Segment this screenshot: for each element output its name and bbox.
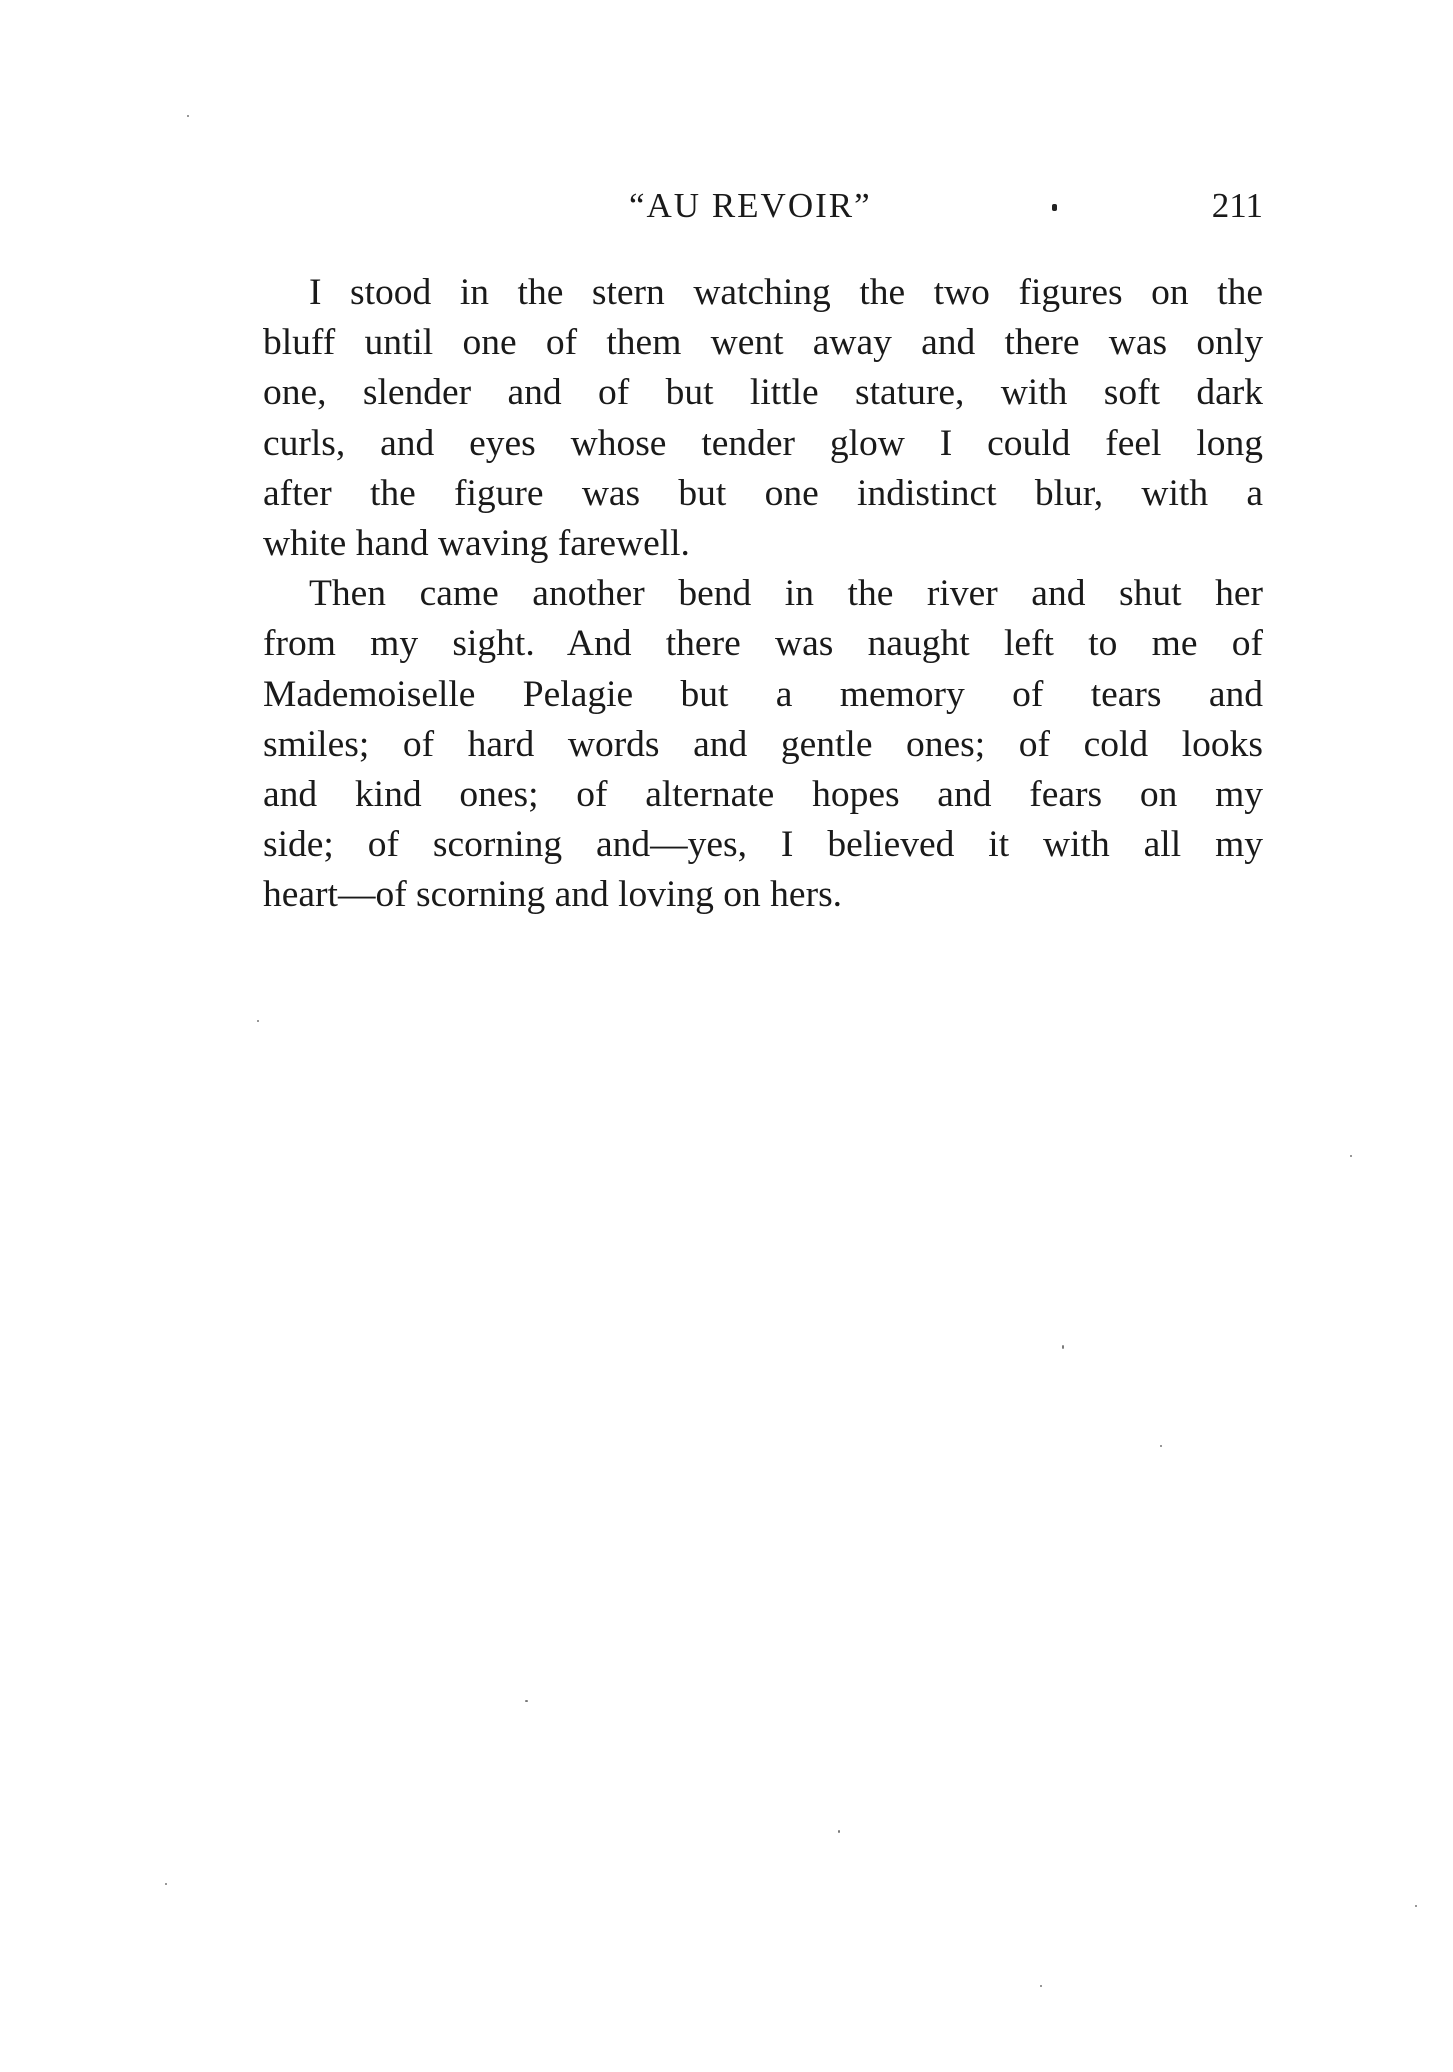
scan-speck [257,1020,259,1022]
text-line: bluff until one of them went away and there was only [263,322,1263,364]
text-line: and kind ones; of alternate hopes and fears on my [263,774,1263,816]
text-line: Mademoiselle Pelagie but a memory of tears and [263,673,1263,715]
scan-speck [1350,1155,1352,1157]
scan-speck [525,1700,528,1702]
scan-speck [838,1830,840,1833]
text-line: one, slender and of but little stature, with soft dark [263,372,1263,414]
paragraph-1 [263,268,1263,569]
text-line: after the figure was but one indistinct blur, with a [263,472,1263,514]
scan-speck [187,115,189,117]
scan-speck [1062,1345,1064,1349]
text-line: from my sight. And there was naught left to me of [263,623,1263,665]
scan-speck [1415,1905,1417,1907]
paragraph-2 [263,569,1263,920]
text-line: Then came another bend in the river and shut her [309,573,1263,615]
text-line: white hand waving farewell. [263,523,690,565]
scan-speck [1160,1445,1162,1447]
text-line: smiles; of hard words and gentle ones; of cold looks [263,723,1263,765]
text-line: heart—of scorning and loving on hers. [263,874,843,916]
scan-speck [165,1883,167,1885]
ink-speck [1052,204,1057,211]
chapter-title: “AU REVOIR” [629,186,872,225]
text-line: I stood in the stern watching the two figures on the [309,272,1263,313]
page-number: 211 [1211,186,1263,225]
scan-speck [1040,1985,1042,1987]
text-line: side; of scorning and—yes, I believed it with all my [263,824,1263,866]
body-text [263,268,1263,921]
running-head [263,186,1263,236]
text-line: curls, and eyes whose tender glow I could feel long [263,422,1263,464]
